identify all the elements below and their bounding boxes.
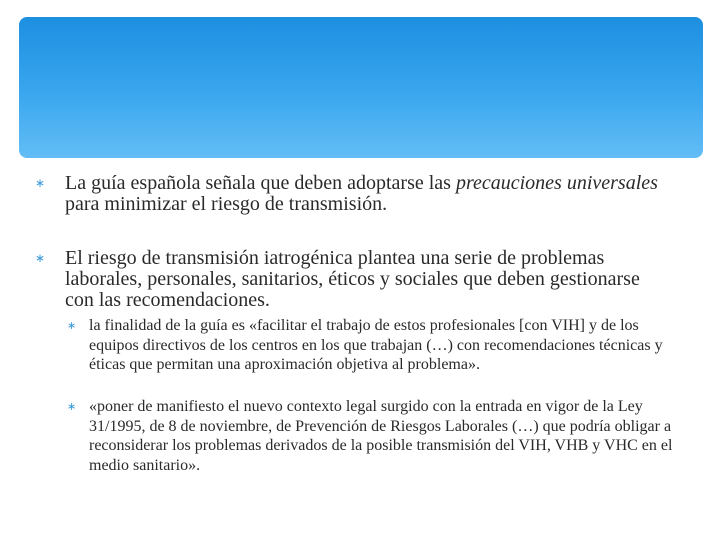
bullet-text-italic: precauciones universales	[455, 172, 658, 194]
title-banner	[19, 17, 703, 158]
bullet-marker-icon: ∗	[35, 251, 46, 265]
bullet-text-after: para minimizar el riesgo de transmisión.	[65, 193, 388, 215]
bullet-guia-espanola	[35, 172, 665, 215]
subbullet-marker-icon: ∗	[67, 319, 77, 332]
subbullet-text: la finalidad de la guía es «facilitar el trabajo de estos profesionales [con VIH] y de los equipos directivos de los centros en los que trabajan (…) con recomendaciones técnicas y éticas que permitan una aproximación objetiva al problema».	[89, 317, 663, 373]
subbullet-finalidad	[67, 316, 679, 375]
subbullet-text: «poner de manifiesto el nuevo contexto legal surgido con la entrada en vigor de la Ley 31/1995, de 8 de noviembre, de Prevención de Riesgos Laborales (…) que podría obligar a reconsiderar los problemas derivados de la posible transmisión del VIH, VHB y VHC en el medio sanitario».	[89, 398, 673, 474]
subbullet-marker-icon: ∗	[67, 400, 77, 413]
bullet-riesgo-transmision	[35, 247, 665, 311]
bullet-text-before: La guía española señala que deben adoptarse las	[65, 172, 456, 194]
bullet-text: El riesgo de transmisión iatrogénica plantea una serie de problemas laborales, personales, sanitarios, éticos y sociales que deben gestionarse con las recomendaciones.	[65, 247, 640, 311]
subbullet-contexto-legal	[67, 397, 679, 475]
bullet-marker-icon: ∗	[35, 176, 46, 190]
